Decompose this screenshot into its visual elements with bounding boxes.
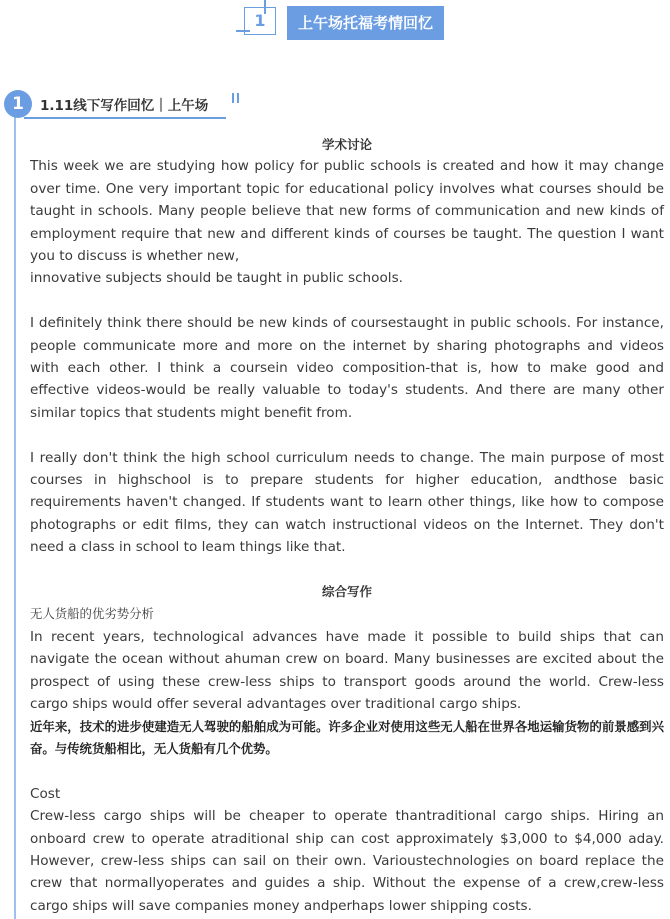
academic-prompt-continued: innovative subjects should be taught in public schools. <box>30 270 403 287</box>
integrated-heading: 综合写作 <box>321 584 372 600</box>
academic-prompt: This week we are studying how policy for public schools is created and how it may change over time. One very important topic for educational policy involves what courses should be taught in schools. Many people believe that new forms of communication and new kinds of employment require that new and different kinds of courses be taught. The question I want you to discuss is whether new, <box>30 158 664 265</box>
cost-paragraph: Crew-less cargo ships will be cheaper to operate thantraditional cargo ships. Hiring an onboard crew to operate atraditional ship can cost approximately $3,000 to $4,000 aday. However, crew-less ships can sail on their own. Varioustechnologies on board replace the crew that normallyoperates and guides a ship. Without the expense of a crew,crew-less cargo ships will save companies money andperhaps lower shipping costs. <box>30 808 664 914</box>
integrated-intro-en: In recent years, technological advances have made it possible to build ships that can navigate the ocean without ahuman crew on board. Many businesses are excited about the prospect of using these crew-less ships to transport goods around the world. Crew-less cargo ships would offer several advantages over traditional cargo ships. <box>30 628 664 713</box>
banner-title: 上午场托福考情回忆 <box>287 6 444 40</box>
cost-heading: Cost <box>30 785 61 802</box>
article-body <box>30 134 664 917</box>
section-header <box>4 90 304 120</box>
student-response-2: I really don't think the high school curriculum needs to change. The main purpose of most courses in highschool is to prepare students for higher education, andthose basic requirements haven't changed. If students want to learn other things, like how to compose photographs or edit films, they can watch instructional videos on the Internet. They don't need a class in school to leam things like that. <box>30 449 664 556</box>
banner-number: 1 <box>244 7 276 35</box>
section-title: 1.11线下写作回忆｜上午场 <box>40 98 209 114</box>
integrated-intro-zh: 近年来，技术的进步使建造无人驾驶的船舶成为可能。许多企业对使用这些无人船在世界各地运输货物的前景感到兴奋。与传统货船相比，无人货船有几个优势。 <box>30 718 664 756</box>
integrated-subtitle: 无人货船的优劣势分析 <box>30 606 154 622</box>
section-title-underline <box>24 117 226 119</box>
section-decor-bar <box>237 93 239 103</box>
section-decor-bar <box>232 93 234 103</box>
academic-heading: 学术讨论 <box>321 137 372 152</box>
section-timeline-line <box>14 110 16 919</box>
section-number-badge: 1 <box>4 90 32 118</box>
student-response-1: I definitely think there should be new kinds of coursestaught in public schools. For instance, people communicate more and more on the internet by sharing photographs and videos with each other. I think a coursein video composition-that is, how to make good and effective videos-would be really valuable to today's students. And there are many other similar topics that students might benefit from. <box>30 315 664 421</box>
top-banner <box>0 0 670 46</box>
